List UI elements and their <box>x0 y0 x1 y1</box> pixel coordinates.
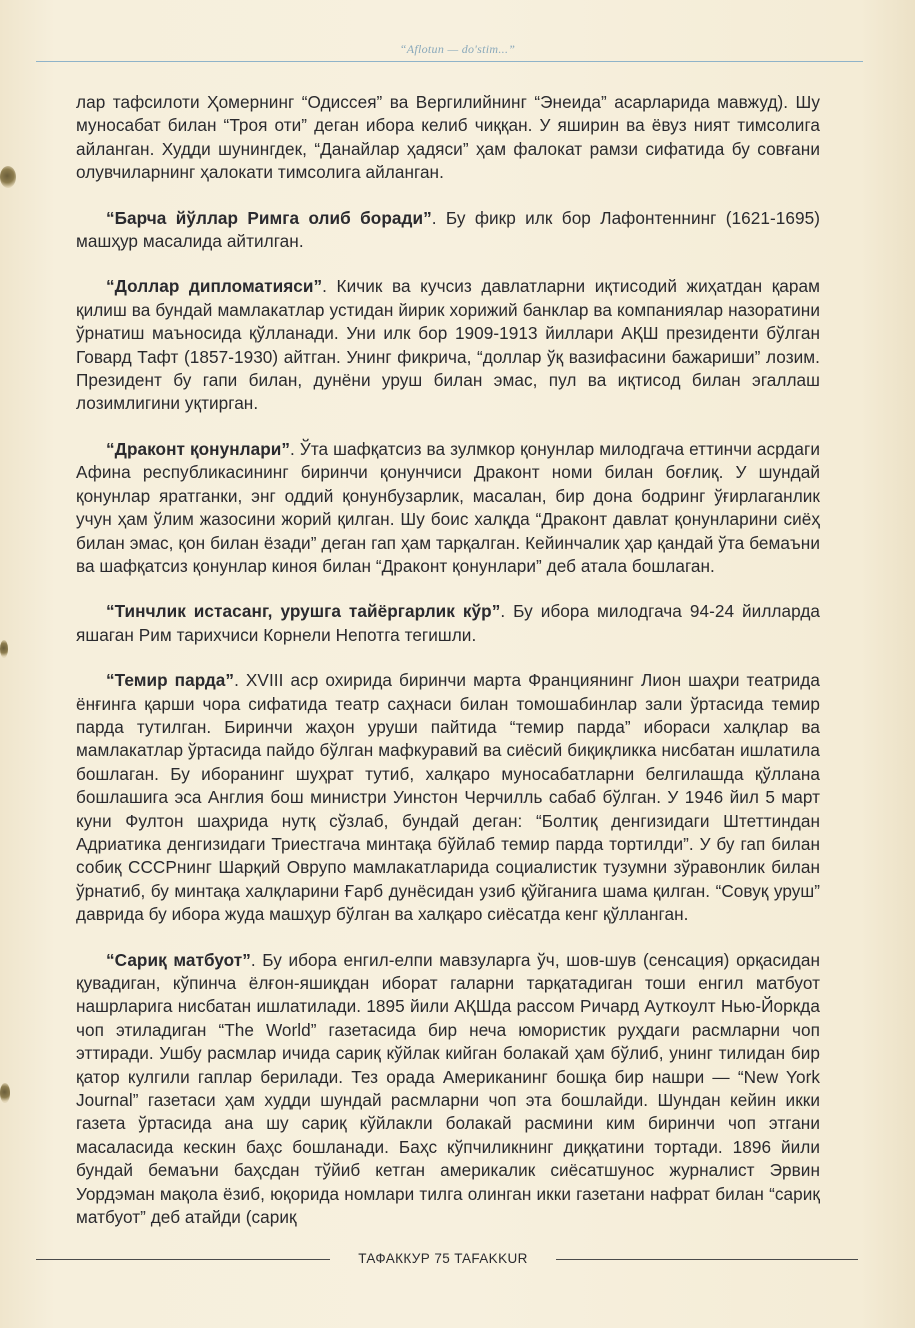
paragraph-yellow-press <box>76 949 820 1230</box>
page-footer: ТАФАККУР 75 TAFAKKUR <box>358 1251 528 1266</box>
paragraph-text: лар тафсилоти Ҳомернинг “Одиссея” ва Вергилийнинг “Энеида” асарларида мавжуд). Шу муносабат билан “Троя оти” деган ибора келиб чиққан. У яширин ва ёвуз ният тимсолига айланган. Худди шунингдек, “Данайлар ҳадяси” ҳам фалокат рамзи сифатида бу совғани олувчиларнинг ҳалокати тимсолига айланган. <box>76 92 820 183</box>
header-rule <box>36 61 863 62</box>
footer-rule-right <box>556 1259 858 1260</box>
idiom-term: “Темир парда” <box>106 670 235 691</box>
paragraph-rome <box>76 207 820 254</box>
paragraph-peace-war <box>76 600 820 647</box>
paragraph-text: . Кичик ва кучсиз давлатларни иқтисодий жиҳатдан қарам қилиш ва бундай мамлакатлар устидан йирик хорижий банклар ва компаниялар назоратини ўрнатиш маъносида қўлланади. Уни илк бор 1909-1913 йиллари АҚШ президенти бўлган Говард Тафт (1857-1930) айтган. Унинг фикрича, “доллар ўқ вазифасини бажариши” лозим. Президент бу гапи билан, дунёни уруш билан эмас, пул ва иқтисод билан эгаллаш лозимлигини уқтирган. <box>76 276 821 414</box>
idiom-term: “Драконт қонунлари” <box>106 438 291 459</box>
binding-hole <box>0 1083 10 1103</box>
paragraph-iron-curtain <box>76 669 820 926</box>
paragraph-dollar-diplomacy <box>76 275 820 415</box>
running-header: “Aflotun — do'stim...” <box>399 42 516 56</box>
footer-rule-left <box>36 1259 330 1260</box>
article-body <box>76 91 820 1251</box>
idiom-term: “Барча йўллар Римга олиб боради” <box>106 207 432 228</box>
paragraph-text: . Бу ибора милодгача 94-24 йилларда яшаган Рим тарихчиси Корнели Непотга тегишли. <box>76 601 821 645</box>
binding-hole <box>0 640 8 658</box>
paragraph-trojan-continuation <box>76 91 820 185</box>
paragraph-text: . Ўта шафқатсиз ва зулмкор қонунлар милодгача еттинчи асрдаги Афина республикасининг биринчи қонунчиси Драконт номи билан боғлиқ. У шундай қонунлар яратганки, энг оддий қонунбузарлик, масалан, бир дона бодринг ўғирлаганлик учун ҳам ўлим жазосини жорий қилган. Шу боис халқда “Драконт давлат қонунларини сиёҳ билан эмас, қон билан ёзади” деган гап ҳам тарқалган. Кейинчалик ҳар қандай ўта бемаъни ва шафқатсиз қонунлар киноя билан “Драконт қонунлари” деб атала бошлаган. <box>76 438 820 576</box>
paragraph-text: . XVIII аср охирида биринчи марта Франциянинг Лион шаҳри театрида ёнғинга қарши чора сифатида театр саҳнаси билан томошабинлар зали ўртасида темир парда тутилган. Биринчи жаҳон уруши пайтида “темир парда” ибораси халқлар ва мамлакатлар ўртасида пайдо бўлган мафкуравий ва сиёсий биқиқликка нисбатан ишлатила бошлаган. Бу иборанинг шуҳрат тутиб, халқаро муносабатларни белгилашда қўллана бошлашига эса Англия бош министри Уинстон Черчилль сабаб бўлган. У 1946 йил 5 март куни Фултон шаҳрида нутқ сўзлаб, бундай деган: “Болтиқ денгизидаги Штеттиндан Адриатика денгизидаги Триестгача минтақа бўйлаб темир парда тортилди”. У бу гап билан собиқ СССРнинг Шарқий Оврупо мамлакатларида социалистик тузумни зўравонлик билан ўрнатиб, бу минтақа халқларини Ғарб дунёсидан узиб қўйганига шама қилган. “Совуқ уруш” даврида бу ибора жуда машҳур бўлган ва халқаро сиёсатда кенг қўлланган. <box>76 670 820 925</box>
idiom-term: “Тинчлик истасанг, урушга тайёргарлик кўр” <box>106 601 501 622</box>
idiom-term: “Сариқ матбуот” <box>106 949 251 970</box>
idiom-term: “Доллар дипломатияси” <box>106 276 323 297</box>
paragraph-draconian-laws <box>76 438 820 578</box>
paragraph-text: . Бу ибора енгил-елпи мавзуларга ўч, шов-шув (сенсация) орқасидан қувадиган, кўпинча ёлғон-яшиқдан иборат галарни тарқатадиган тоши енгил матбуот нашрларига нисбатан ишлатилади. 1895 йили АҚШда рассом Ричард Ауткоулт Нью-Йоркда чоп этиладиган “The World” газетасида бир неча юмористик руҳдаги расмларни чоп эттиради. Ушбу расмлар ичида сариқ кўйлак кийган болакай ҳам бўлиб, унинг тилидан бир қатор кулгили гаплар берилади. Тез орада Американинг бошқа бир нашри — “New York Journal” газетаси ҳам худди шундай расмларни чоп эта бошлайди. Шундан кейин икки газета ўртасида ана шу сариқ кўйлакли болакай расмини ким биринчи чоп этгани масаласида кескин баҳс бошланади. Баҳс кўпчиликнинг диққатини тортади. 1896 йили бундай бемаъни баҳсдан тўйиб кетган америкалик сиёсатшунос журналист Эрвин Уордэман мақола ёзиб, юқорида номлари тилга олинган икки газетани нафрат билан “сариқ матбуот” деб атайди (сариқ <box>76 949 820 1228</box>
paragraph-text: . Бу фикр илк бор Лафонтеннинг (1621-1695) машҳур масалида айтилган. <box>76 207 820 252</box>
binding-hole <box>0 166 16 188</box>
